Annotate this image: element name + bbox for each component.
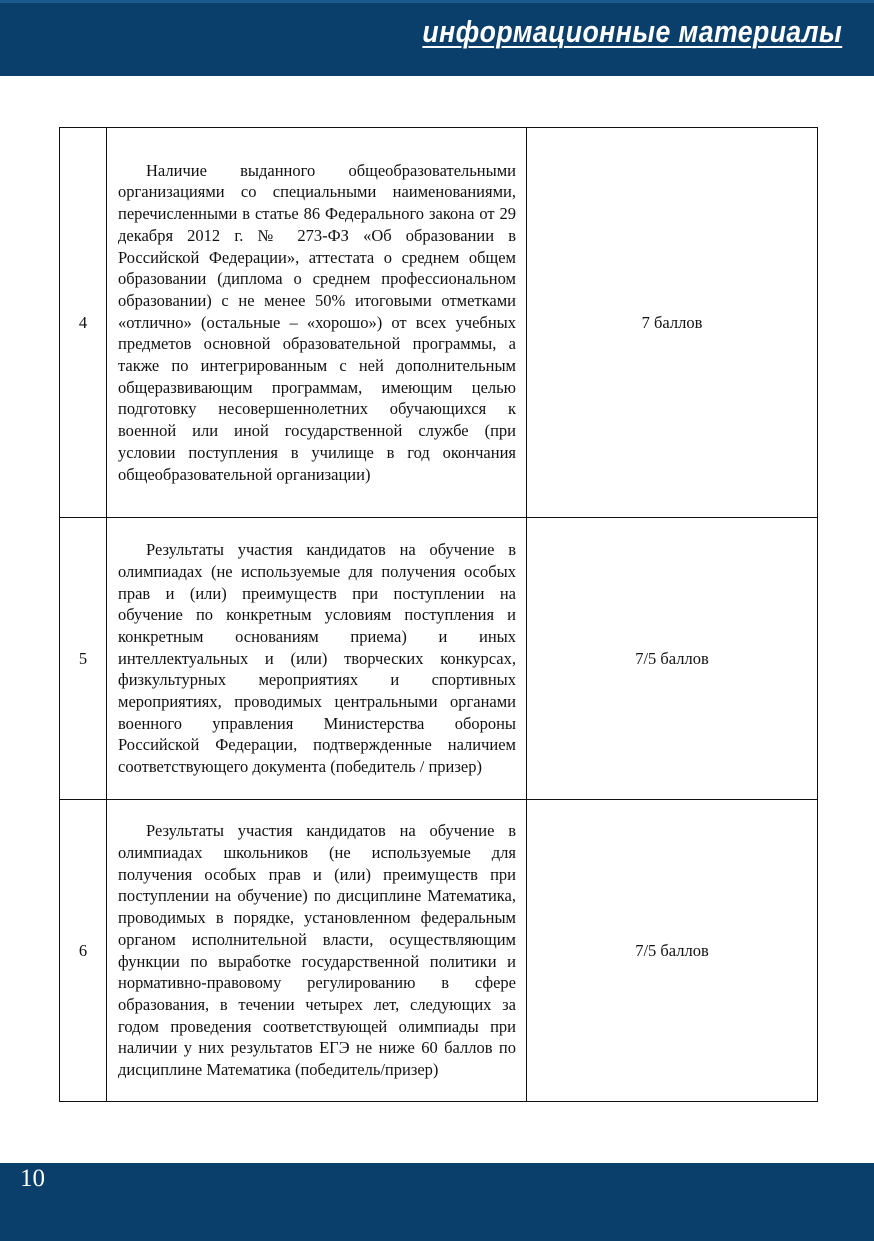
criteria-table — [59, 127, 818, 1102]
criterion-score: 7 баллов — [527, 128, 818, 518]
table-row — [60, 518, 818, 800]
criterion-description: Результаты участия кандидатов на обучение в олимпиадах школьников (не используемые для получения особых прав и (или) преимуществ при поступлении на обучение) по дисциплине Математика, проводимых в порядке, установленном федеральным органом исполнительной власти, осуществляющим функции по выработке государственной политики и нормативно-правовому регулированию в сфере образования, в течении четырех лет, следующих за годом проведения соответствующей олимпиады при наличии у них результатов ЕГЭ не ниже 60 баллов по дисциплине Математика (победитель/призер) — [107, 800, 527, 1102]
section-title: информационные материалы — [422, 14, 842, 49]
table-row — [60, 128, 818, 518]
criterion-description: Наличие выданного общеобразовательными организациями со специальными наименованиями, перечисленными в статье 86 Федерального закона от 29 декабря 2012 г. № 273-ФЗ «Об образовании в Российской Федерации», аттестата о среднем общем образовании (диплома о среднем профессиональном образовании) с не менее 50% итоговыми отметками «отлично» (остальные – «хорошо») от всех учебных предметов основной образовательной программы, а также по интегрированным с ней дополнительным общеразвивающим программам, имеющим целью подготовку несовершеннолетних обучающихся к военной или иной государственной службе (при условии поступления в училище в год окончания общеобразовательной организации) — [107, 128, 527, 518]
page-number: 10 — [20, 1165, 45, 1192]
criterion-score: 7/5 баллов — [527, 518, 818, 800]
table-row — [60, 800, 818, 1102]
criterion-score: 7/5 баллов — [527, 800, 818, 1102]
row-number: 4 — [60, 128, 107, 518]
row-number: 5 — [60, 518, 107, 800]
row-number: 6 — [60, 800, 107, 1102]
header-bar — [0, 0, 874, 76]
footer-bar — [0, 1163, 874, 1241]
criterion-description: Результаты участия кандидатов на обучение в олимпиадах (не используемые для получения особых прав и (или) преимуществ при поступлении на обучение по конкретным условиям поступления и конкретным основаниям приема) и иных интеллектуальных и (или) творческих конкурсах, физкультурных мероприятиях и спортивных мероприятиях, проводимых центральными органами военного управления Министерства обороны Российской Федерации, подтвержденные наличием соответствующего документа (победитель / призер) — [107, 518, 527, 800]
